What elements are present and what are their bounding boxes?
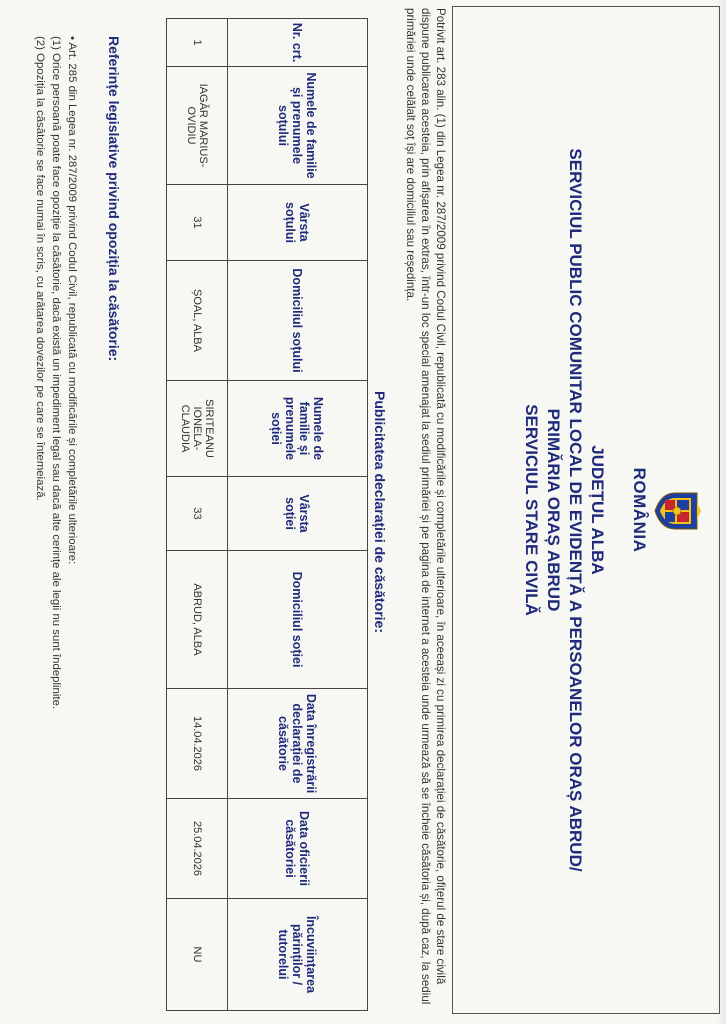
reference-line: • Art. 285 din Legea nr. 287/2009 privind Codul Civil, republicată cu modificările și completările ulterioare: [66,36,78,565]
civil-status-heading: SERVICIUL STARE CIVILĂ [522,404,541,616]
col-header-husband-name: Numele de familie și prenumele soțului [228,67,368,185]
cell-wife-domicile: ABRUD, ALBA [167,551,228,689]
table-row [167,19,228,1011]
cell-wife-name: SIRITEANU IONELA-CLAUDIA [167,381,228,477]
cell-husband-age: 31 [167,185,228,261]
country-heading: ROMÂNIA [630,467,649,553]
col-header-wife-domicile: Domiciliul soției [228,551,368,689]
mayoralty-heading: PRIMĂRIA ORAȘ ABRUD [544,408,563,612]
marriage-declaration-table [166,18,368,1011]
col-header-registration-date: Data înregistrării declarației de căsătorie [228,689,368,799]
county-heading: JUDEȚUL ALBA [588,445,607,575]
cell-parental-consent: NU [167,899,228,1011]
romanian-coat-of-arms-icon [653,489,701,533]
col-header-husband-age: Vârsta soțului [228,185,368,261]
header-frame [452,6,720,1014]
cell-wife-age: 33 [167,477,228,551]
cell-registration-date: 14.04.2026 [167,689,228,799]
cell-husband-name: IAGĂR MARIUS-OVIDIU [167,67,228,185]
col-header-wife-age: Vârsta soției [228,477,368,551]
cell-ceremony-date: 25.04.2026 [167,799,228,899]
cell-nr: 1 [167,19,228,67]
col-header-ceremony-date: Data oficierii căsătoriei [228,799,368,899]
reference-line: (1) Orice persoană poate face opoziție la căsătorie, dacă există un impediment legal sau dacă alte cerințe ale legii nu sunt îndeplinite. [50,36,62,710]
section-title: Publicitatea declarației de căsătorie: [372,391,388,633]
cell-husband-domicile: ȘOAL, ALBA [167,261,228,381]
col-header-husband-domicile: Domiciliul soțului [228,261,368,381]
table-header-row [228,19,368,1011]
intro-paragraph: Potrivit art. 283 alin. (1) din Legea nr. 287/2009 privind Codul Civil, republicată cu modificările și completările ulterioare, în aceeași zi cu primirea declarației de căsătorie, ofițerul de stare civilă dispune publicarea acesteia, prin afișarea în extras, într-un loc special amenajat la sediul primăriei și pe pagina de internet a acesteia unde urmează să se încheie căsătoria și, după caz, la sediul primăriei unde celălalt soț își are domiciliul sau reședința. [404,8,447,1005]
reference-line: (2) Opoziția la căsătorie se face numai în scris, cu arătarea dovezilor pe care se întemeiază. [34,36,46,501]
service-heading: SERVICIUL PUBLIC COMUNITAR LOCAL DE EVIDENȚĂ A PERSOANELOR ORAȘ ABRUD/ [566,148,585,872]
col-header-nr: Nr. crt. [228,19,368,67]
references-title: Referințe legislative privind opoziția la căsătorie: [106,36,122,362]
col-header-wife-name: Numele de familie și prenumele soției [228,381,368,477]
col-header-parental-consent: Încuviințarea părinților / tutorelui [228,899,368,1011]
